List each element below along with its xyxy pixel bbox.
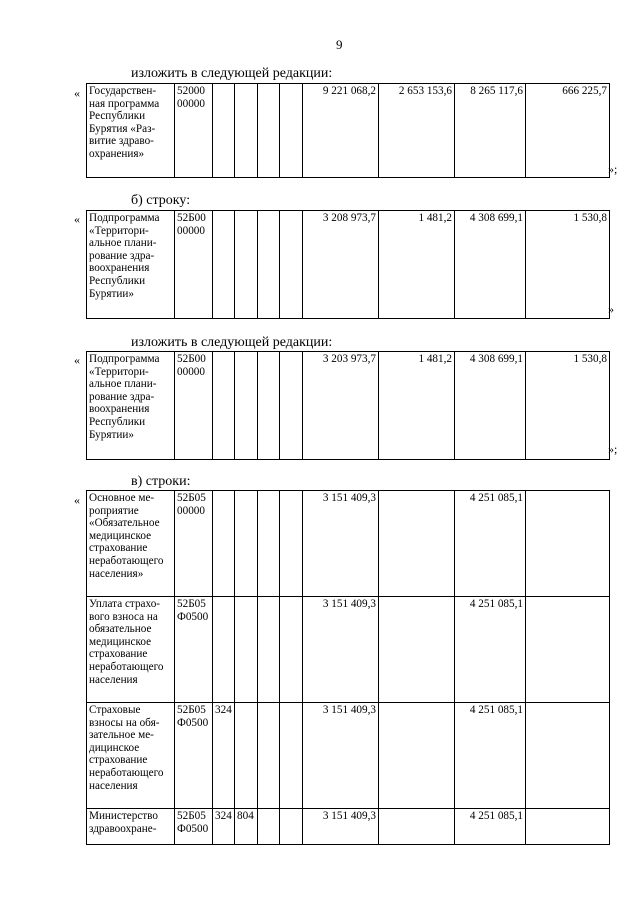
target-code: 52Б05 00000: [175, 491, 213, 597]
subsection-code: [280, 211, 303, 319]
row-name: Подпрограмма «Территори- альное плани- рование здра- воохранения Республики Бурятии»: [87, 352, 175, 460]
amount-1: 3 208 973,7: [303, 211, 379, 319]
amount-2: 1 481,2: [379, 352, 455, 460]
amount-3: 4 308 699,1: [455, 352, 526, 460]
subsection-code: [280, 703, 303, 809]
ministry-code: [235, 352, 258, 460]
target-code: 52Б05 Ф0500: [175, 809, 213, 845]
section-code: [258, 84, 280, 178]
amount-2: [379, 491, 455, 597]
expense-type: [213, 491, 235, 597]
amount-4: 1 530,8: [526, 211, 610, 319]
target-code: 52000 00000: [175, 84, 213, 178]
section-code: [258, 809, 280, 845]
budget-table: [86, 490, 610, 845]
target-code: 52Б00 00000: [175, 352, 213, 460]
amount-4: [526, 809, 610, 845]
open-quote: «: [74, 493, 80, 507]
expense-type: [213, 597, 235, 703]
expense-type: 324: [213, 809, 235, 845]
row-name: Уплата страхо- вого взноса на обязательное медицинское страхование неработающего населения: [87, 597, 175, 703]
section-code: [258, 211, 280, 319]
expense-type: [213, 352, 235, 460]
amount-4: [526, 703, 610, 809]
table-row: [87, 809, 610, 845]
section-code: [258, 703, 280, 809]
table-row: [87, 211, 610, 319]
section-code: [258, 597, 280, 703]
close-quote: »;: [608, 162, 618, 176]
row-name: Государствен- ная программа Республики Бурятия «Раз- витие здраво- охранения»: [87, 84, 175, 178]
table-row: [87, 703, 610, 809]
subsection-code: [280, 352, 303, 460]
ministry-code: [235, 491, 258, 597]
target-code: 52Б00 00000: [175, 211, 213, 319]
budget-table: [86, 83, 610, 178]
amount-1: 3 203 973,7: [303, 352, 379, 460]
row-name: Подпрограмма «Территори- альное плани- рование здра- воохранения Республики Бурятии»: [87, 211, 175, 319]
ministry-code: [235, 211, 258, 319]
section-code: [258, 352, 280, 460]
amount-4: 666 225,7: [526, 84, 610, 178]
row-name: Министерство здравоохране-: [87, 809, 175, 845]
ministry-code: [235, 703, 258, 809]
section-caption: в) строки:: [131, 474, 191, 489]
ministry-code: 804: [235, 809, 258, 845]
amount-4: 1 530,8: [526, 352, 610, 460]
ministry-code: [235, 597, 258, 703]
section-caption: изложить в следующей редакции:: [131, 335, 333, 350]
section-caption: б) строку:: [131, 193, 191, 208]
amount-2: 2 653 153,6: [379, 84, 455, 178]
amount-2: [379, 809, 455, 845]
amount-4: [526, 597, 610, 703]
subsection-code: [280, 84, 303, 178]
amount-1: 3 151 409,3: [303, 597, 379, 703]
table-row: [87, 491, 610, 597]
amount-3: 4 251 085,1: [455, 491, 526, 597]
expense-type: [213, 211, 235, 319]
amount-3: 4 251 085,1: [455, 597, 526, 703]
budget-table: [86, 351, 610, 460]
amount-3: 4 308 699,1: [455, 211, 526, 319]
row-name: Основное ме- роприятие «Обязательное медицинское страхование неработающего населения»: [87, 491, 175, 597]
page-number: 9: [336, 37, 343, 52]
amount-4: [526, 491, 610, 597]
row-name: Страховые взносы на обя- зательное ме- дицинское страхование неработающего населения: [87, 703, 175, 809]
amount-2: 1 481,2: [379, 211, 455, 319]
section-caption: изложить в следующей редакции:: [131, 66, 333, 81]
table-row: [87, 84, 610, 178]
subsection-code: [280, 809, 303, 845]
amount-3: 8 265 117,6: [455, 84, 526, 178]
close-quote: »;: [608, 442, 618, 456]
subsection-code: [280, 597, 303, 703]
close-quote: »: [608, 302, 614, 316]
amount-3: 4 251 085,1: [455, 809, 526, 845]
open-quote: «: [74, 353, 80, 367]
open-quote: «: [74, 86, 80, 100]
amount-1: 3 151 409,3: [303, 809, 379, 845]
amount-2: [379, 597, 455, 703]
ministry-code: [235, 84, 258, 178]
target-code: 52Б05 Ф0500: [175, 597, 213, 703]
amount-1: 3 151 409,3: [303, 491, 379, 597]
amount-2: [379, 703, 455, 809]
table-row: [87, 597, 610, 703]
amount-1: 3 151 409,3: [303, 703, 379, 809]
table-row: [87, 352, 610, 460]
amount-3: 4 251 085,1: [455, 703, 526, 809]
section-code: [258, 491, 280, 597]
expense-type: [213, 84, 235, 178]
open-quote: «: [74, 212, 80, 226]
budget-table: [86, 210, 610, 319]
target-code: 52Б05 Ф0500: [175, 703, 213, 809]
subsection-code: [280, 491, 303, 597]
expense-type: 324: [213, 703, 235, 809]
amount-1: 9 221 068,2: [303, 84, 379, 178]
